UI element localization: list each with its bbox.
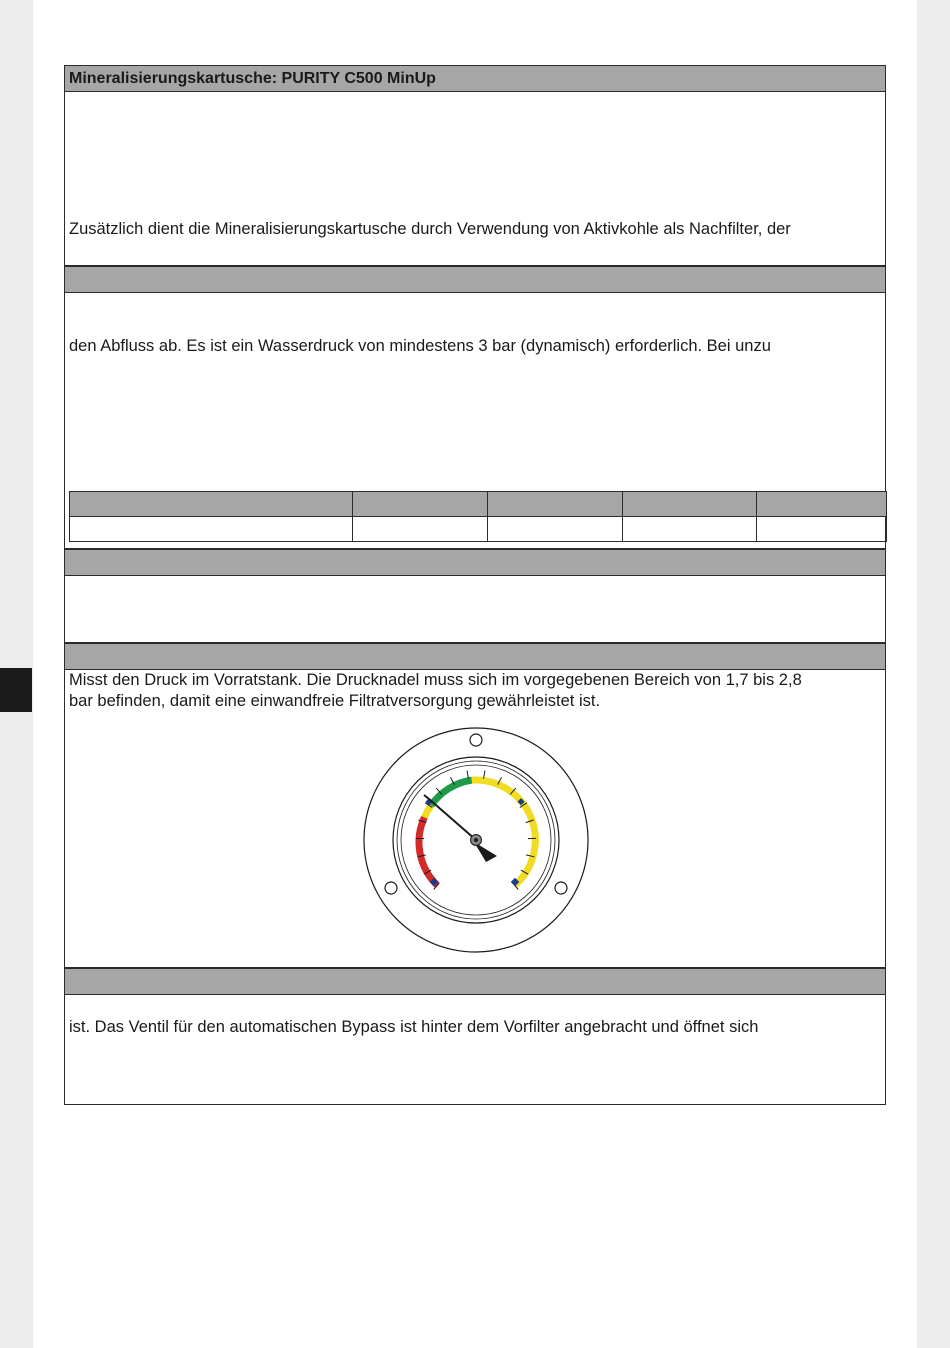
table-cell bbox=[70, 517, 353, 542]
table-cell bbox=[353, 492, 488, 517]
section-header bbox=[64, 266, 886, 293]
body-text-1: Misst den Druck im Vorratstank. Die Drucknadel muss sich im vorgegebenen Bereich von 1,7 bis 2,8 bbox=[69, 671, 802, 689]
section-body bbox=[64, 994, 886, 1105]
section-header bbox=[64, 643, 886, 670]
spec-table bbox=[69, 491, 887, 542]
body-text: Zusätzlich dient die Mineralisierungskartusche durch Verwendung von Aktivkohle als Nachfilter, der bbox=[69, 220, 791, 238]
table-header-row bbox=[70, 492, 887, 517]
table-cell bbox=[488, 492, 623, 517]
body-text: ist. Das Ventil für den automatischen Bypass ist hinter dem Vorfilter angebracht und öffnet sich bbox=[69, 1018, 759, 1036]
section-header bbox=[64, 65, 886, 92]
section-header bbox=[64, 549, 886, 576]
section-body bbox=[64, 91, 886, 266]
table-cell bbox=[757, 492, 887, 517]
table-row bbox=[70, 517, 887, 542]
table-cell bbox=[757, 517, 887, 542]
table-cell bbox=[623, 517, 757, 542]
chapter-tab bbox=[0, 668, 32, 712]
section-body bbox=[64, 669, 886, 968]
table-cell bbox=[70, 492, 353, 517]
section-body bbox=[64, 292, 886, 549]
table-cell bbox=[353, 517, 488, 542]
body-text-2: bar befinden, damit eine einwandfreie Filtratversorgung gewährleistet ist. bbox=[69, 692, 601, 710]
body-text: den Abfluss ab. Es ist ein Wasserdruck von mindestens 3 bar (dynamisch) erforderlich. Bei unzu bbox=[69, 337, 771, 355]
section-header bbox=[64, 968, 886, 995]
table-cell bbox=[488, 517, 623, 542]
table-cell bbox=[623, 492, 757, 517]
section-title: Mineralisierungskartusche: PURITY C500 MinUp bbox=[69, 70, 436, 87]
pressure-gauge-icon bbox=[361, 725, 591, 955]
section-body bbox=[64, 575, 886, 643]
